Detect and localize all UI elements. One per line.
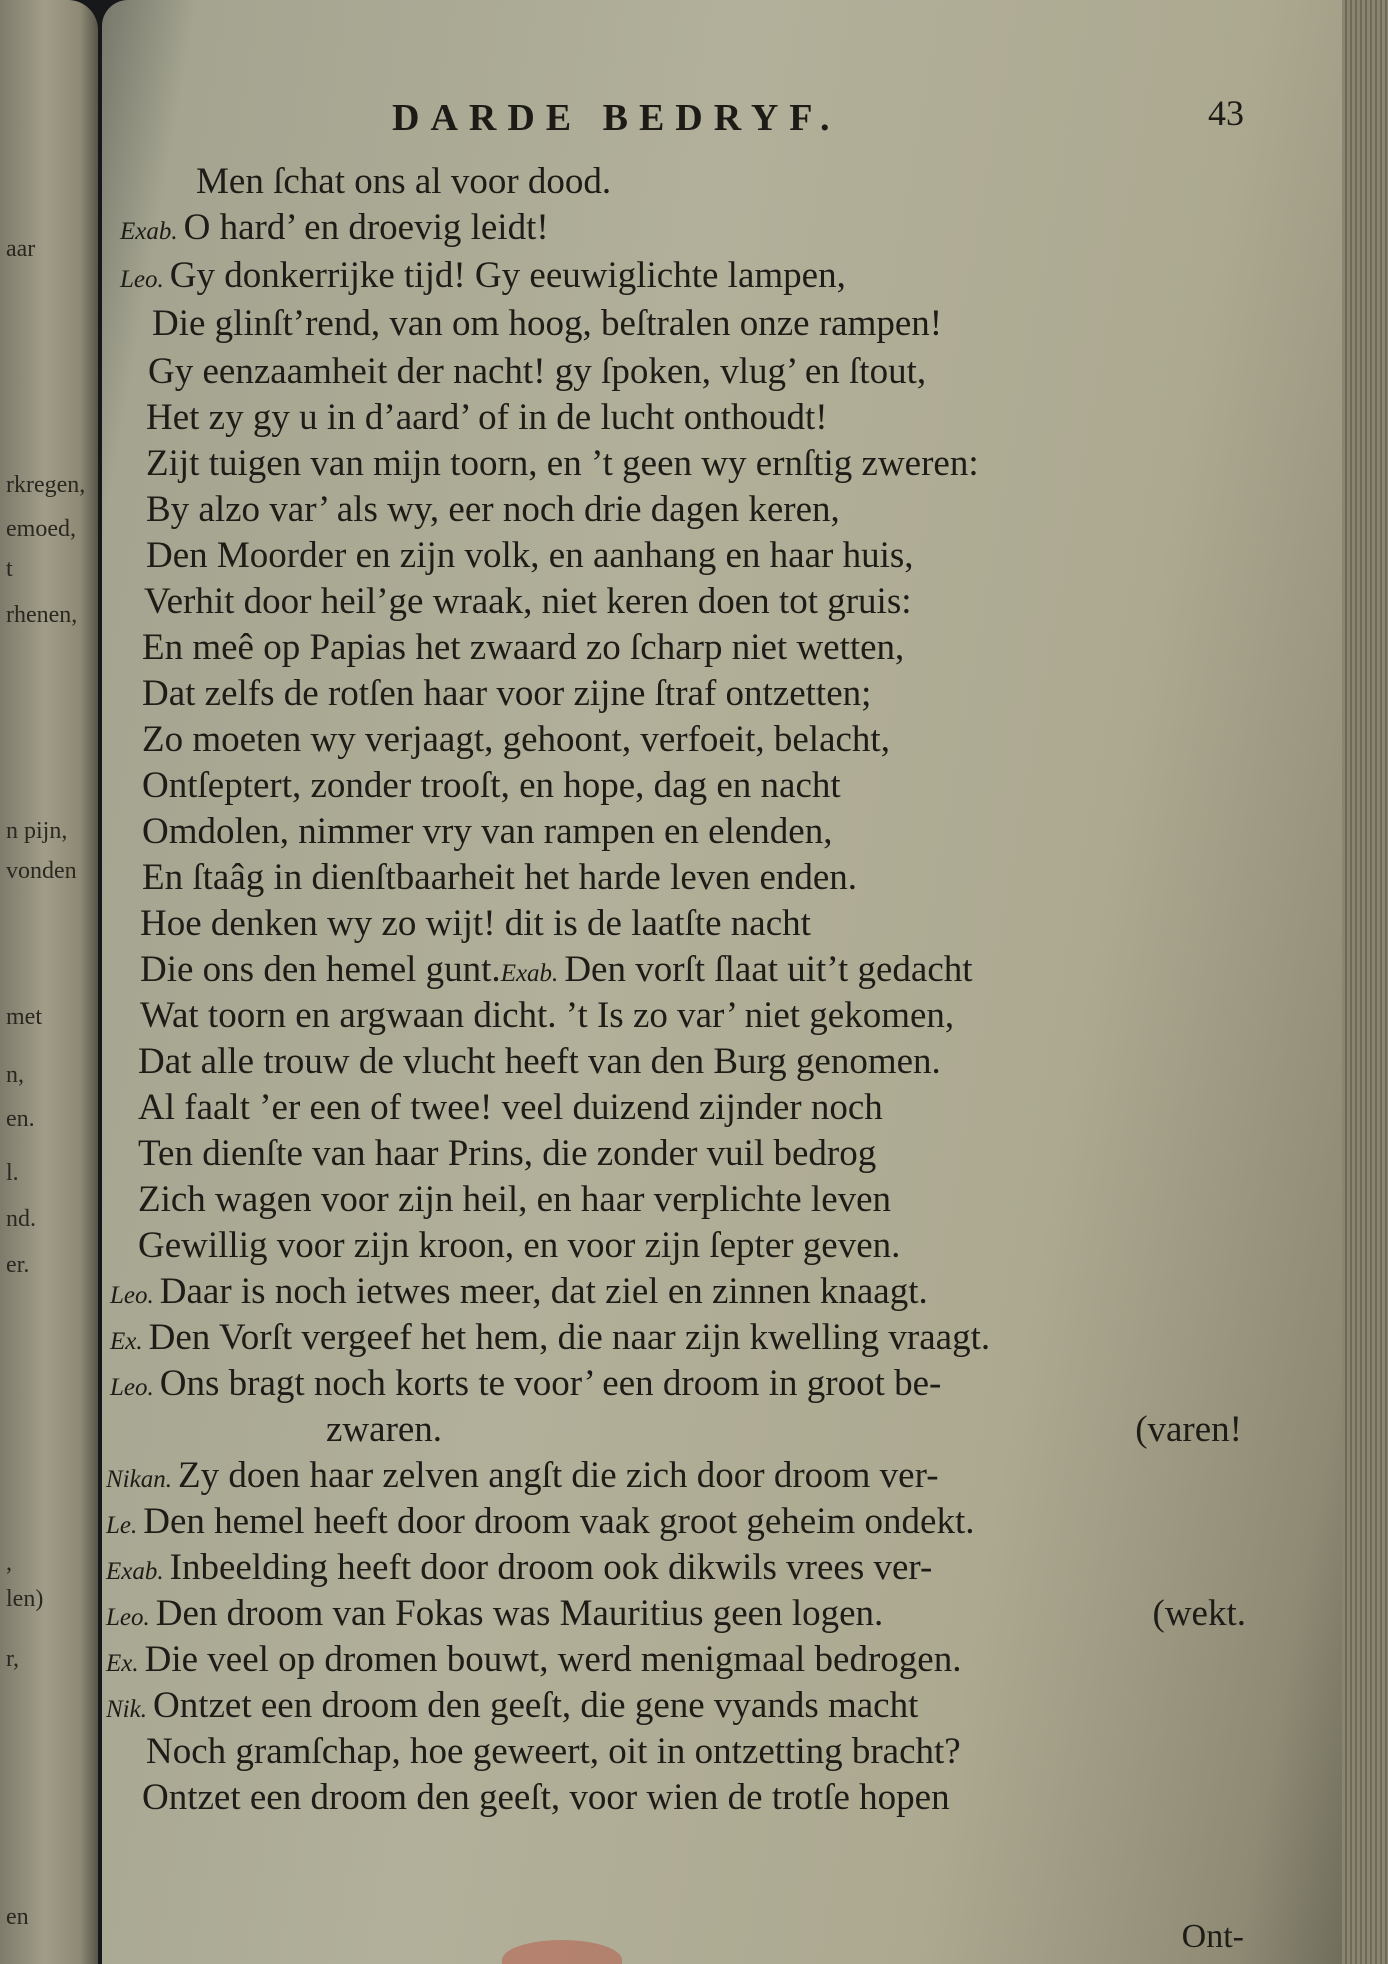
margin-fragment: emoed,: [6, 516, 76, 542]
verse-line: Dat zelfs de rotſen haar voor zijne ſtraf ontzetten;: [142, 673, 872, 714]
verse-line: Ontſeptert, zonder trooſt, en hope, dag en nacht: [142, 765, 841, 806]
margin-fragment: nd.: [6, 1206, 36, 1232]
verse-line: Ten dienſte van haar Prins, die zonder vuil bedrog: [138, 1133, 877, 1174]
speaker-label: Exab.: [500, 960, 559, 987]
verse-line: Nik. Ontzet een droom den geeſt, die gene vyands macht: [106, 1685, 919, 1726]
verse-line: zwaren. (varen!: [326, 1409, 1242, 1450]
verse-line: Leo. Gy donkerrijke tijd! Gy eeuwiglichte lampen,: [120, 255, 846, 296]
verse-line: Gy eenzaamheit der nacht! gy ſpoken, vlug’ en ſtout,: [148, 351, 927, 392]
speaker-label: Leo.: [110, 1282, 154, 1309]
verse-line: Zo moeten wy verjaagt, gehoont, verfoeit, belacht,: [142, 719, 890, 760]
verse-line: Leo. Daar is noch ietwes meer, dat ziel en zinnen knaagt.: [110, 1271, 928, 1312]
verse-line: En ſtaâg in dienſtbaarheit het harde leven enden.: [142, 857, 858, 898]
speaker-label: Le.: [106, 1512, 138, 1539]
verse-line: Le. Den hemel heeft door droom vaak groot geheim ondekt.: [106, 1501, 975, 1542]
verse-line: Nikan. Zy doen haar zelven angſt die zich door droom ver-: [106, 1455, 939, 1496]
verse-line: Men ſchat ons al voor dood.: [196, 161, 612, 202]
speaker-label: Ex.: [106, 1650, 139, 1677]
verse-line: Zijt tuigen van mijn toorn, en ’t geen wy ernſtig zweren:: [146, 443, 979, 484]
margin-fragment: rkregen,: [6, 472, 86, 498]
page-edges: [1342, 0, 1388, 1964]
margin-fragment: en.: [6, 1106, 35, 1132]
speaker-label: Ex.: [110, 1328, 143, 1355]
verse-line: Verhit door heil’ge wraak, niet keren doen tot gruis:: [144, 581, 912, 622]
verse-line: En meê op Papias het zwaard zo ſcharp niet wetten,: [142, 627, 905, 668]
verse-line: Exab. O hard’ en droevig leidt!: [120, 207, 549, 248]
facing-page-margin-text: [0, 0, 98, 1964]
margin-fragment: len): [6, 1586, 44, 1612]
margin-fragment: vonden: [6, 858, 77, 884]
margin-fragment: r,: [6, 1646, 20, 1672]
speaker-label: Nikan.: [106, 1466, 172, 1493]
margin-fragment: n,: [6, 1062, 24, 1088]
speaker-label: Leo.: [120, 266, 164, 293]
verse-line: Die glinſt’rend, van om hoog, beſtralen onze rampen!: [152, 303, 943, 344]
page-number: 43: [1208, 93, 1244, 133]
verse-line: Ex. Die veel op dromen bouwt, werd menigmaal bedrogen.: [106, 1639, 962, 1680]
running-head: DARDE BEDRYF.: [392, 97, 841, 139]
verse-line: Ex. Den Vorſt vergeef het hem, die naar zijn kwelling vraagt.: [110, 1317, 991, 1358]
speaker-label: Exab.: [120, 218, 178, 245]
verse-line: By alzo var’ als wy, eer noch drie dagen keren,: [146, 489, 840, 530]
margin-fragment: t: [6, 556, 13, 582]
margin-fragment: l.: [6, 1160, 19, 1186]
thumb: [502, 1940, 622, 1964]
verse-line: Den Moorder en zijn volk, en aanhang en haar huis,: [146, 535, 914, 576]
facing-page: [0, 0, 98, 1964]
verse-line: Leo. Den droom van Fokas was Mauritius geen logen. (wekt.: [106, 1593, 1246, 1634]
verse-line: Omdolen, nimmer vry van rampen en elenden,: [142, 811, 833, 852]
verse-line: Exab. Inbeelding heeft door droom ook dikwils vrees ver-: [106, 1547, 933, 1588]
verse-line: Leo. Ons bragt noch korts te voor’ een droom in groot be-: [110, 1363, 942, 1404]
speaker-label: Leo.: [106, 1604, 150, 1631]
verse-line: Wat toorn en argwaan dicht. ’t Is zo var’ niet gekomen,: [140, 995, 955, 1036]
verse-line: Het zy gy u in d’aard’ of in de lucht onthoudt!: [146, 397, 828, 438]
speaker-label: Leo.: [110, 1374, 154, 1401]
verse-line: Al faalt ’er een of twee! veel duizend zijnder noch: [138, 1087, 883, 1128]
page-header: [102, 92, 1364, 152]
verse-line: Noch gramſchap, hoe geweert, oit in ontzetting bracht?: [146, 1731, 961, 1772]
margin-fragment: rhenen,: [6, 602, 78, 628]
catchword: Ont-: [1181, 1918, 1244, 1955]
margin-fragment: ,: [6, 1550, 12, 1576]
verse-line: Dat alle trouw de vlucht heeft van den Burg genomen.: [138, 1041, 941, 1082]
speaker-label: Exab.: [106, 1558, 164, 1585]
margin-fragment: en: [6, 1904, 29, 1930]
book-page: [102, 0, 1364, 1964]
verse-line: Hoe denken wy zo wijt! dit is de laatſte nacht: [140, 903, 811, 944]
margin-fragment: er.: [6, 1252, 30, 1278]
verse-line: Gewillig voor zijn kroon, en voor zijn ſepter geven.: [138, 1225, 901, 1266]
margin-fragment: n pijn,: [6, 818, 68, 844]
margin-fragment: aar: [6, 236, 36, 262]
verse-line: Zich wagen voor zijn heil, en haar verplichte leven: [138, 1179, 892, 1220]
verse-line: Ontzet een droom den geeſt, voor wien de trotſe hopen: [142, 1777, 950, 1818]
margin-fragment: met: [6, 1004, 42, 1030]
speaker-label: Nik.: [106, 1696, 147, 1723]
verse-line: Die ons den hemel gunt.Exab. Den vorſt ſlaat uit’t gedacht: [140, 949, 973, 990]
